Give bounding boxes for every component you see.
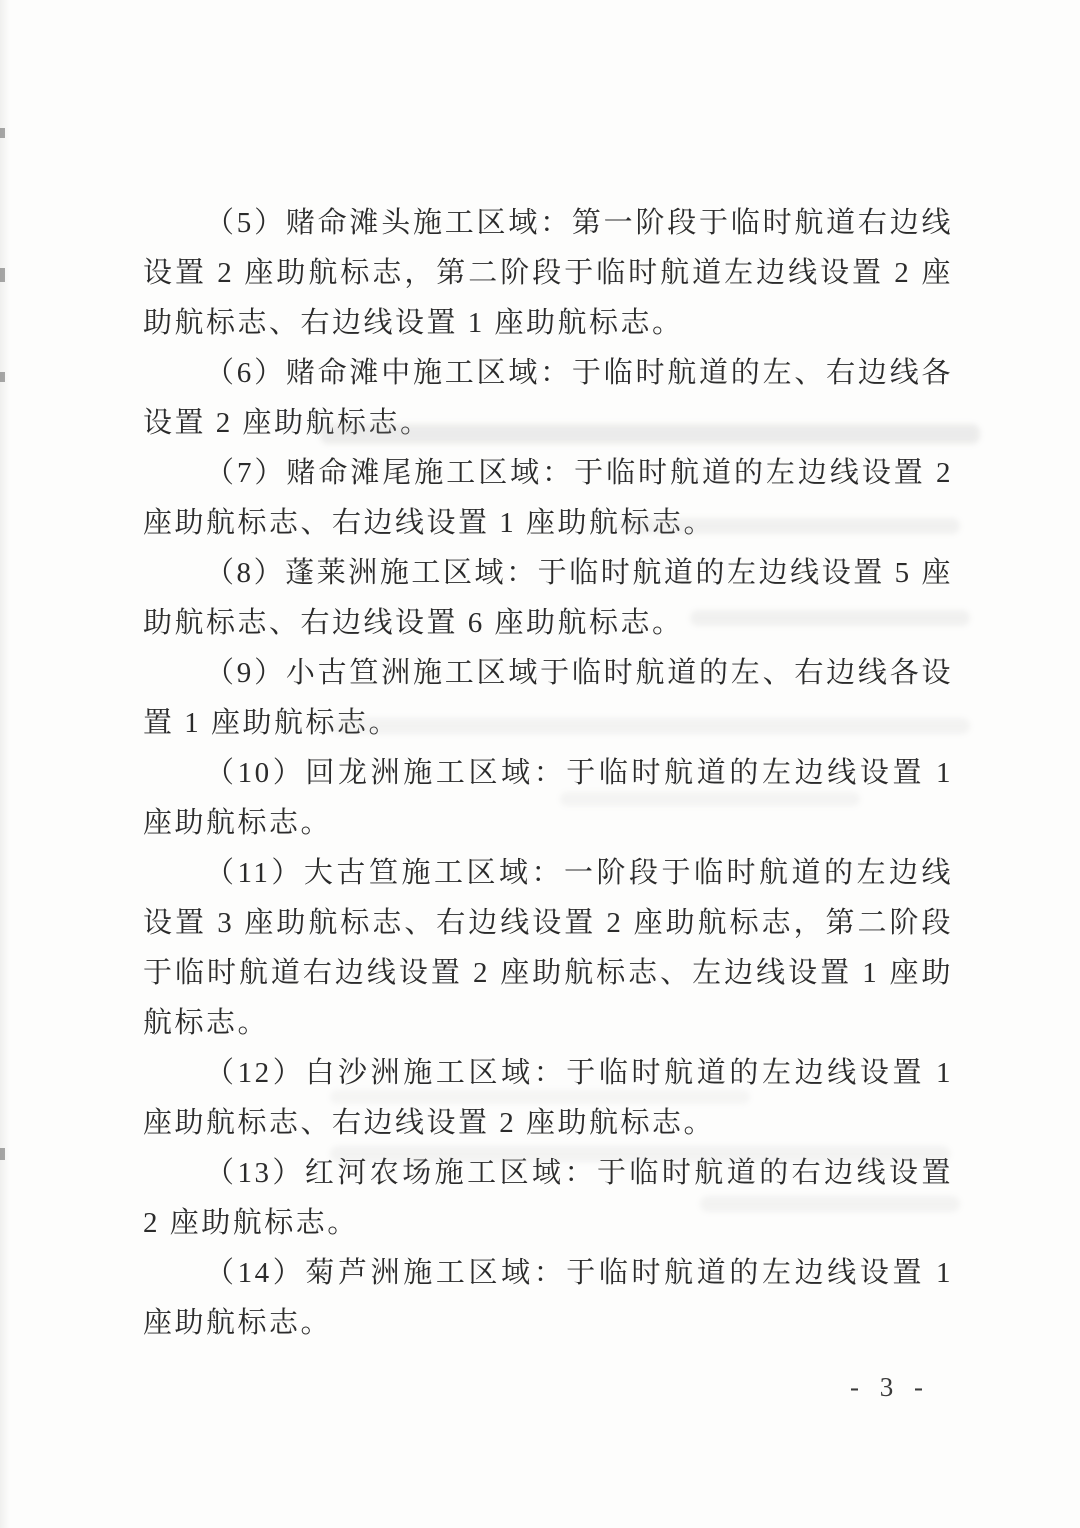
paragraph-11: （11）大古笪施工区域：一阶段于临时航道的左边线设置 3 座助航标志、右边线设置 2 座助航标志，第二阶段于临时航道右边线设置 2 座助航标志、左边线设置 1 座助航标志。 xyxy=(143,857,953,1039)
paragraph-9: （9）小古笪洲施工区域于临时航道的左、右边线各设置 1 座助航标志。 xyxy=(143,657,953,739)
paragraph-8: （8）蓬莱洲施工区域：于临时航道的左边线设置 5 座助航标志、右边线设置 6 座助航标志。 xyxy=(143,557,953,639)
paragraph-6: （6）赌命滩中施工区域：于临时航道的左、右边线各设置 2 座助航标志。 xyxy=(143,357,953,439)
scan-edge-mark xyxy=(0,128,5,138)
scan-edge-mark xyxy=(0,1148,5,1160)
page-number: - 3 - xyxy=(850,1372,930,1402)
scan-edge-mark xyxy=(0,268,5,282)
paragraph-5: （5）赌命滩头施工区域：第一阶段于临时航道右边线设置 2 座助航标志，第二阶段于临时航道左边线设置 2 座助航标志、右边线设置 1 座助航标志。 xyxy=(143,207,953,339)
scan-edge-mark xyxy=(0,372,5,382)
paragraph-7: （7）赌命滩尾施工区域：于临时航道的左边线设置 2 座助航标志、右边线设置 1 座助航标志。 xyxy=(143,457,953,539)
paragraph-12: （12）白沙洲施工区域：于临时航道的左边线设置 1 座助航标志、右边线设置 2 座助航标志。 xyxy=(143,1057,953,1139)
document-body xyxy=(143,198,953,1348)
paragraph-10: （10）回龙洲施工区域：于临时航道的左边线设置 1 座助航标志。 xyxy=(143,757,953,839)
paragraph-13: （13）红河农场施工区域：于临时航道的右边线设置 2 座助航标志。 xyxy=(143,1157,953,1239)
paragraph-14: （14）菊芦洲施工区域：于临时航道的左边线设置 1 座助航标志。 xyxy=(143,1257,953,1339)
